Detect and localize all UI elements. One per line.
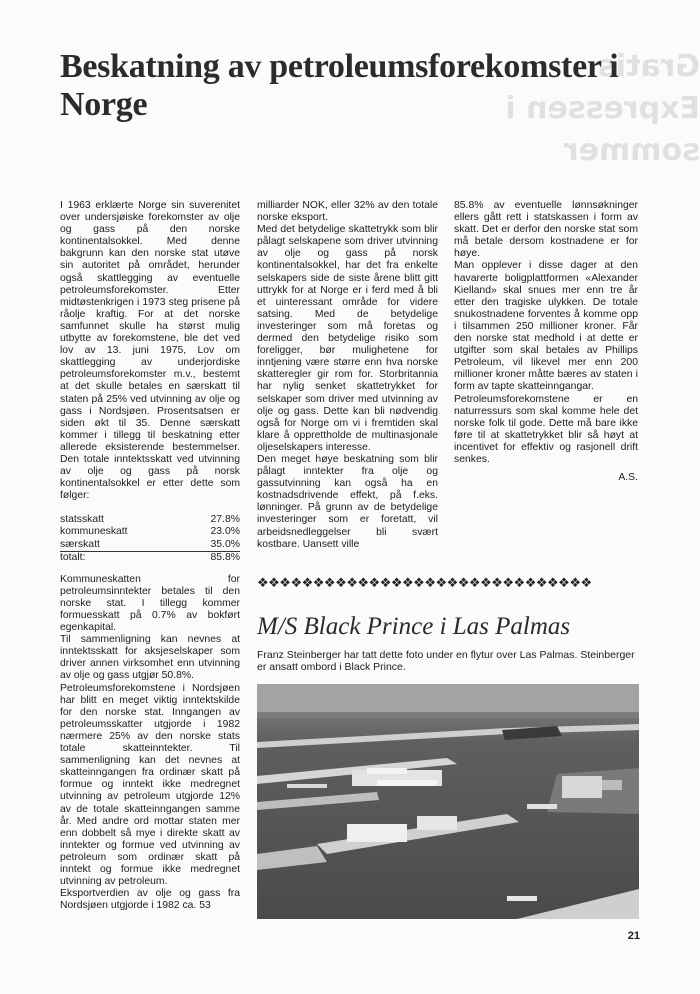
article-headline: Beskatning av petroleumsforekomster i Norge — [60, 48, 619, 123]
harbor-aerial-photo — [257, 684, 639, 919]
tax-label: totalt: — [60, 551, 86, 563]
article-column-1 — [60, 200, 240, 912]
paragraph: Eksportverdien av olje og gass fra Nordsjøen utgjorde i 1982 ca. 53 — [60, 888, 240, 912]
tax-row-kommuneskatt — [60, 526, 240, 538]
tax-row-statsskatt — [60, 514, 240, 526]
tax-label: særskatt — [60, 538, 100, 550]
paragraph: Den meget høye beskatning som blir pålagt inntekter fra olje og gassutvinning kan også ha en kostnadsdrivende effekt, på f.eks. lønninger. På grunn av de betydelige investeringer som er foretatt, vil arbeidsnedleggelser bli svært kostbare. Uansett ville — [257, 453, 438, 550]
tax-value: 23.0% — [210, 526, 240, 538]
bleed-through-text: Gratis Expressen i sommer — [505, 49, 700, 168]
ornamental-divider: ❖❖❖❖❖❖❖❖❖❖❖❖❖❖❖❖❖❖❖❖❖❖❖❖❖❖❖❖❖❖ — [257, 576, 592, 591]
paragraph: 85.8% av eventuelle lønnsøkninger ellers gått rett i statskassen i form av skatt. Det er derfor den norske stat som må betale dersom kostnadene er for høye. — [454, 200, 638, 260]
photo-caption: Franz Steinberger har tatt dette foto under en flytur over Las Palmas. Steinberger er ansatt ombord i Black Prince. — [257, 649, 635, 674]
paragraph: Petroleumsforekomstene i Nordsjøen har blitt en meget viktig inntektskilde for den norske stat. Inngangen av petroleumsskatter utgjorde i 1982 nærmere 25% av den norske stats totale skatteinntekter. Til sammenligning kan det nevnes at skatteinngangen fra ordinær skatt på formue og inntekt ikke medregnet utvinning av petroleum utgjorde 12% av de totale skatteinngangen samme år. Med andre ord mottar staten mer enn dobbelt så mye i direkte skatt av inntekter og formue ved utvinning av petroleum som ordinær skatt på inntekt og formue ikke medregnet utvinning av petroleum. — [60, 682, 240, 888]
author-signature: A.S. — [618, 472, 638, 484]
tax-table — [60, 514, 240, 563]
tax-value: 85.8% — [210, 551, 240, 563]
tax-label: statsskatt — [60, 514, 104, 526]
tax-row-saerskatt — [60, 539, 240, 551]
paragraph: Kommuneskatten for petroleumsinntekter betales til den norske stat. I tillegg kommer formuesskatt på 0.7% av bokført egenkapital. — [60, 573, 240, 634]
tax-value: 35.0% — [210, 538, 240, 550]
article2-title: M/S Black Prince i Las Palmas — [257, 613, 571, 640]
paragraph: Man opplever i disse dager at den havarerte boligplattformen «Alexander Kielland» skal snues mer enn tre år etter den tragiske ulykken. De totale snukostnadene forventes å komme opp i tilsammen 250 millioner kroner. Får den norske stat medhold i at dette er utgifter som skal betales av Phillips Petroleum, vil likevel mer enn 200 millioner kroner måtte bæres av staten i form av tapte skatteinngangar. — [454, 260, 638, 393]
article-column-3 — [454, 200, 638, 484]
page-number: 21 — [627, 930, 640, 942]
paragraph: milliarder NOK, eller 32% av den totale norske eksport. — [257, 200, 438, 224]
tax-value: 27.8% — [210, 514, 240, 526]
paragraph: Til sammenligning kan nevnes at inntektsskatt for aksjeselskaper som driver annen virksomhet enn utvinning av olje og gass utgjør 50.8%. — [60, 634, 240, 682]
tax-label: kommuneskatt — [60, 526, 128, 538]
paragraph: I 1963 erklærte Norge sin suverenitet over undersjøiske forekomster av olje og gass på den norske kontinentalsokkel. Med denne bakgrunn kan den norske stat utøve sin autoritet på området, herunder også skattlegging av eventuelle petroleumsforekomster. Etter midtøstenkrigen i 1973 steg prisene på råolje kraftig. For at det norske samfunnet skulle ha størst mulig utbytte av forekomstene, ble det ved lov av 13. juni 1975, Lov om skattlegging av underjordiske petroleumsforekomster m.v., bestemt at det skulle betales en særskatt til staten på 25% ved utvinning av olje og gass i Nordsjøen. Prosentsatsen er siden økt til 35. Denne særskatt kommer i tillegg til beskatning etter allerede eksisterende bestemmelser. Den totale inntektsskatt ved utvinning av olje og gass på norsk kontinentalsokkel er etter dette som følger: — [60, 200, 240, 502]
tax-row-total — [60, 551, 240, 564]
paragraph: Med det betydelige skattetrykk som blir pålagt selskapene som driver utvinning av olje og gass på norsk kontinentalsokkel, har det fra enkelte selskapers side de siste årene blitt gitt uttrykk for at Norge er i ferd med å bli et uinteressant område for videre satsing. Med de betydelige investeringer som må foretas og dermed den betydelige risiko som foreligger, bør mulighetene for inntjening være større enn hva norske skatteregler gir rom for. Storbritannia har nylig senket skattetrykket for selskaper som driver med utvinning av olje og gass. Dette kan bli nødvendig også for Norge om vi i fremtiden skal klare å opprettholde de multinasjonale oljeselskapers interesse. — [257, 224, 438, 453]
article-column-2 — [257, 200, 438, 551]
paragraph: Petroleumsforekomstene er en naturressurs som skal komme hele det norske folk til gode. Dette må bare ikke føre til at skattetrykket blir så høyt at incentivet for effektiv og rasjonell drift senkes. — [454, 393, 638, 465]
